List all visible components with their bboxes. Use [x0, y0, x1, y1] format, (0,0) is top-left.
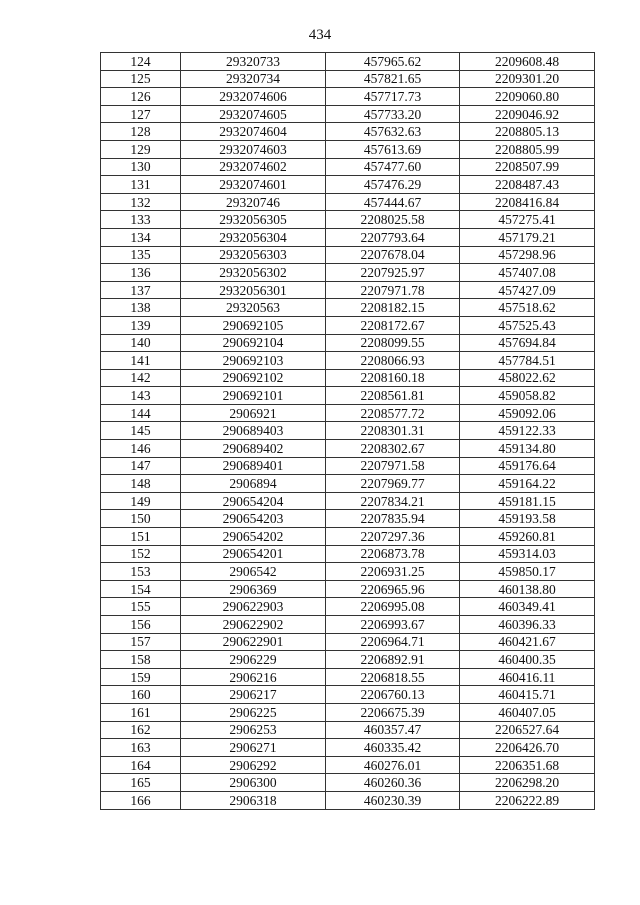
coordinate-a-cell: 2208066.93 [326, 352, 460, 370]
point-number-cell: 151 [101, 528, 181, 546]
coordinate-a-cell: 2207297.36 [326, 528, 460, 546]
coordinate-b-cell: 2206298.20 [460, 774, 595, 792]
coordinates-table-body [101, 53, 595, 810]
point-id-cell: 290692102 [181, 369, 326, 387]
coordinate-a-cell: 2208160.18 [326, 369, 460, 387]
point-id-cell: 2906253 [181, 721, 326, 739]
point-id-cell: 290689403 [181, 422, 326, 440]
table-row [101, 791, 595, 809]
coordinate-a-cell: 457632.63 [326, 123, 460, 141]
coordinate-a-cell: 2207925.97 [326, 264, 460, 282]
table-row [101, 316, 595, 334]
table-row [101, 105, 595, 123]
coordinate-a-cell: 2207834.21 [326, 492, 460, 510]
point-id-cell: 2932056304 [181, 228, 326, 246]
coordinate-b-cell: 457518.62 [460, 299, 595, 317]
coordinate-b-cell: 460396.33 [460, 616, 595, 634]
coordinate-a-cell: 2206818.55 [326, 668, 460, 686]
table-row [101, 457, 595, 475]
point-id-cell: 290654201 [181, 545, 326, 563]
coordinate-a-cell: 457476.29 [326, 176, 460, 194]
point-id-cell: 2932056302 [181, 264, 326, 282]
coordinate-b-cell: 459314.03 [460, 545, 595, 563]
point-id-cell: 290622901 [181, 633, 326, 651]
point-id-cell: 2932074602 [181, 158, 326, 176]
point-number-cell: 156 [101, 616, 181, 634]
point-id-cell: 2906217 [181, 686, 326, 704]
coordinate-b-cell: 459850.17 [460, 563, 595, 581]
coordinate-b-cell: 2208805.99 [460, 140, 595, 158]
coordinate-a-cell: 460335.42 [326, 739, 460, 757]
point-id-cell: 2932074605 [181, 105, 326, 123]
coordinate-a-cell: 2206995.08 [326, 598, 460, 616]
point-id-cell: 290654202 [181, 528, 326, 546]
table-row [101, 369, 595, 387]
point-number-cell: 124 [101, 53, 181, 71]
point-number-cell: 147 [101, 457, 181, 475]
coordinate-b-cell: 460349.41 [460, 598, 595, 616]
coordinate-a-cell: 457821.65 [326, 70, 460, 88]
point-number-cell: 154 [101, 580, 181, 598]
table-row [101, 264, 595, 282]
coordinate-b-cell: 2206222.89 [460, 791, 595, 809]
point-id-cell: 290654203 [181, 510, 326, 528]
point-number-cell: 125 [101, 70, 181, 88]
table-row [101, 123, 595, 141]
point-id-cell: 2932074603 [181, 140, 326, 158]
point-number-cell: 158 [101, 651, 181, 669]
table-row [101, 228, 595, 246]
table-row [101, 598, 595, 616]
table-row [101, 88, 595, 106]
coordinate-a-cell: 460230.39 [326, 791, 460, 809]
coordinate-a-cell: 2208182.15 [326, 299, 460, 317]
coordinate-a-cell: 457613.69 [326, 140, 460, 158]
coordinate-a-cell: 460260.36 [326, 774, 460, 792]
point-number-cell: 136 [101, 264, 181, 282]
coordinate-b-cell: 2209301.20 [460, 70, 595, 88]
point-id-cell: 29320563 [181, 299, 326, 317]
point-number-cell: 160 [101, 686, 181, 704]
point-number-cell: 126 [101, 88, 181, 106]
coordinate-b-cell: 457179.21 [460, 228, 595, 246]
coordinate-a-cell: 2206675.39 [326, 703, 460, 721]
point-id-cell: 29320733 [181, 53, 326, 71]
point-id-cell: 29320734 [181, 70, 326, 88]
coordinate-b-cell: 2208487.43 [460, 176, 595, 194]
coordinate-a-cell: 2206964.71 [326, 633, 460, 651]
table-row [101, 774, 595, 792]
table-row [101, 352, 595, 370]
table-row [101, 299, 595, 317]
coordinate-a-cell: 457965.62 [326, 53, 460, 71]
table-row [101, 70, 595, 88]
point-id-cell: 2932074601 [181, 176, 326, 194]
point-number-cell: 164 [101, 756, 181, 774]
coordinate-b-cell: 457407.08 [460, 264, 595, 282]
point-id-cell: 2906318 [181, 791, 326, 809]
coordinate-a-cell: 2208561.81 [326, 387, 460, 405]
point-number-cell: 161 [101, 703, 181, 721]
table-row [101, 387, 595, 405]
point-number-cell: 132 [101, 193, 181, 211]
point-number-cell: 148 [101, 475, 181, 493]
coordinate-b-cell: 457784.51 [460, 352, 595, 370]
point-number-cell: 138 [101, 299, 181, 317]
point-number-cell: 142 [101, 369, 181, 387]
point-id-cell: 290654204 [181, 492, 326, 510]
point-number-cell: 140 [101, 334, 181, 352]
table-row [101, 756, 595, 774]
coordinate-a-cell: 2208099.55 [326, 334, 460, 352]
point-id-cell: 2906300 [181, 774, 326, 792]
coordinate-b-cell: 459164.22 [460, 475, 595, 493]
point-id-cell: 2932056301 [181, 281, 326, 299]
coordinate-a-cell: 2207971.78 [326, 281, 460, 299]
point-id-cell: 2932074606 [181, 88, 326, 106]
table-row [101, 668, 595, 686]
point-id-cell: 2906292 [181, 756, 326, 774]
point-number-cell: 139 [101, 316, 181, 334]
coordinate-a-cell: 457477.60 [326, 158, 460, 176]
table-row [101, 246, 595, 264]
point-number-cell: 166 [101, 791, 181, 809]
coordinate-a-cell: 2206931.25 [326, 563, 460, 581]
coordinate-b-cell: 459260.81 [460, 528, 595, 546]
point-number-cell: 149 [101, 492, 181, 510]
point-id-cell: 2932074604 [181, 123, 326, 141]
coordinate-b-cell: 457525.43 [460, 316, 595, 334]
coordinate-b-cell: 458022.62 [460, 369, 595, 387]
table-row [101, 563, 595, 581]
point-number-cell: 155 [101, 598, 181, 616]
table-row [101, 633, 595, 651]
table-row [101, 440, 595, 458]
coordinate-a-cell: 2206993.67 [326, 616, 460, 634]
point-number-cell: 129 [101, 140, 181, 158]
coordinate-b-cell: 460400.35 [460, 651, 595, 669]
table-row [101, 528, 595, 546]
coordinate-b-cell: 2209060.80 [460, 88, 595, 106]
coordinate-b-cell: 2206426.70 [460, 739, 595, 757]
point-id-cell: 29320746 [181, 193, 326, 211]
coordinate-b-cell: 2208416.84 [460, 193, 595, 211]
coordinate-b-cell: 460407.05 [460, 703, 595, 721]
coordinate-a-cell: 2208025.58 [326, 211, 460, 229]
coordinate-a-cell: 2206892.91 [326, 651, 460, 669]
table-row [101, 404, 595, 422]
point-number-cell: 144 [101, 404, 181, 422]
coordinate-a-cell: 460357.47 [326, 721, 460, 739]
coordinate-a-cell: 457733.20 [326, 105, 460, 123]
point-number-cell: 152 [101, 545, 181, 563]
point-number-cell: 145 [101, 422, 181, 440]
coordinate-b-cell: 2206351.68 [460, 756, 595, 774]
coordinate-a-cell: 2207835.94 [326, 510, 460, 528]
table-row [101, 721, 595, 739]
coordinate-b-cell: 460138.80 [460, 580, 595, 598]
table-row [101, 580, 595, 598]
table-row [101, 703, 595, 721]
point-number-cell: 165 [101, 774, 181, 792]
table-row [101, 53, 595, 71]
point-number-cell: 146 [101, 440, 181, 458]
coordinate-a-cell: 2207678.04 [326, 246, 460, 264]
table-row [101, 176, 595, 194]
point-id-cell: 2906271 [181, 739, 326, 757]
coordinate-b-cell: 459176.64 [460, 457, 595, 475]
point-number-cell: 131 [101, 176, 181, 194]
point-number-cell: 157 [101, 633, 181, 651]
coordinate-b-cell: 457275.41 [460, 211, 595, 229]
point-id-cell: 2906542 [181, 563, 326, 581]
coordinate-b-cell: 459092.06 [460, 404, 595, 422]
point-id-cell: 290689401 [181, 457, 326, 475]
point-number-cell: 159 [101, 668, 181, 686]
coordinate-a-cell: 460276.01 [326, 756, 460, 774]
point-number-cell: 133 [101, 211, 181, 229]
page-number: 434 [308, 27, 332, 43]
point-number-cell: 127 [101, 105, 181, 123]
table-row [101, 211, 595, 229]
coordinate-b-cell: 460415.71 [460, 686, 595, 704]
coordinate-b-cell: 459193.58 [460, 510, 595, 528]
point-id-cell: 2906369 [181, 580, 326, 598]
point-number-cell: 150 [101, 510, 181, 528]
coordinate-b-cell: 2208507.99 [460, 158, 595, 176]
coordinate-b-cell: 2209046.92 [460, 105, 595, 123]
point-id-cell: 290622902 [181, 616, 326, 634]
coordinate-b-cell: 457694.84 [460, 334, 595, 352]
table-row [101, 616, 595, 634]
coordinate-a-cell: 2207793.64 [326, 228, 460, 246]
coordinate-b-cell: 459058.82 [460, 387, 595, 405]
coordinate-a-cell: 457717.73 [326, 88, 460, 106]
table-row [101, 492, 595, 510]
coordinate-b-cell: 460421.67 [460, 633, 595, 651]
coordinate-b-cell: 2208805.13 [460, 123, 595, 141]
table-row [101, 193, 595, 211]
coordinate-a-cell: 2208301.31 [326, 422, 460, 440]
table-row [101, 158, 595, 176]
table-row [101, 334, 595, 352]
point-id-cell: 290692104 [181, 334, 326, 352]
coordinate-b-cell: 457298.96 [460, 246, 595, 264]
coordinate-a-cell: 2206873.78 [326, 545, 460, 563]
coordinate-b-cell: 2206527.64 [460, 721, 595, 739]
coordinate-b-cell: 2209608.48 [460, 53, 595, 71]
coordinate-b-cell: 460416.11 [460, 668, 595, 686]
point-id-cell: 290622903 [181, 598, 326, 616]
point-number-cell: 137 [101, 281, 181, 299]
point-id-cell: 290692105 [181, 316, 326, 334]
point-id-cell: 2906921 [181, 404, 326, 422]
coordinate-a-cell: 2207971.58 [326, 457, 460, 475]
coordinate-a-cell: 2208577.72 [326, 404, 460, 422]
coordinate-b-cell: 459122.33 [460, 422, 595, 440]
table-row [101, 510, 595, 528]
coordinate-a-cell: 2206965.96 [326, 580, 460, 598]
coordinates-table [100, 52, 595, 810]
coordinate-a-cell: 2208172.67 [326, 316, 460, 334]
point-number-cell: 162 [101, 721, 181, 739]
point-id-cell: 2932056303 [181, 246, 326, 264]
table-row [101, 281, 595, 299]
table-row [101, 686, 595, 704]
coordinate-a-cell: 2207969.77 [326, 475, 460, 493]
point-number-cell: 134 [101, 228, 181, 246]
point-number-cell: 163 [101, 739, 181, 757]
coordinate-a-cell: 457444.67 [326, 193, 460, 211]
table-row [101, 739, 595, 757]
coordinate-a-cell: 2206760.13 [326, 686, 460, 704]
point-id-cell: 2906225 [181, 703, 326, 721]
table-row [101, 651, 595, 669]
point-id-cell: 290692103 [181, 352, 326, 370]
table-row [101, 422, 595, 440]
point-id-cell: 2906216 [181, 668, 326, 686]
point-number-cell: 153 [101, 563, 181, 581]
point-number-cell: 141 [101, 352, 181, 370]
point-id-cell: 2906229 [181, 651, 326, 669]
coordinate-a-cell: 2208302.67 [326, 440, 460, 458]
point-number-cell: 128 [101, 123, 181, 141]
coordinate-b-cell: 459134.80 [460, 440, 595, 458]
point-id-cell: 290692101 [181, 387, 326, 405]
point-number-cell: 143 [101, 387, 181, 405]
table-row [101, 140, 595, 158]
coordinate-b-cell: 459181.15 [460, 492, 595, 510]
table-row [101, 545, 595, 563]
point-id-cell: 2932056305 [181, 211, 326, 229]
table-row [101, 475, 595, 493]
point-id-cell: 2906894 [181, 475, 326, 493]
point-number-cell: 135 [101, 246, 181, 264]
coordinate-b-cell: 457427.09 [460, 281, 595, 299]
point-id-cell: 290689402 [181, 440, 326, 458]
point-number-cell: 130 [101, 158, 181, 176]
